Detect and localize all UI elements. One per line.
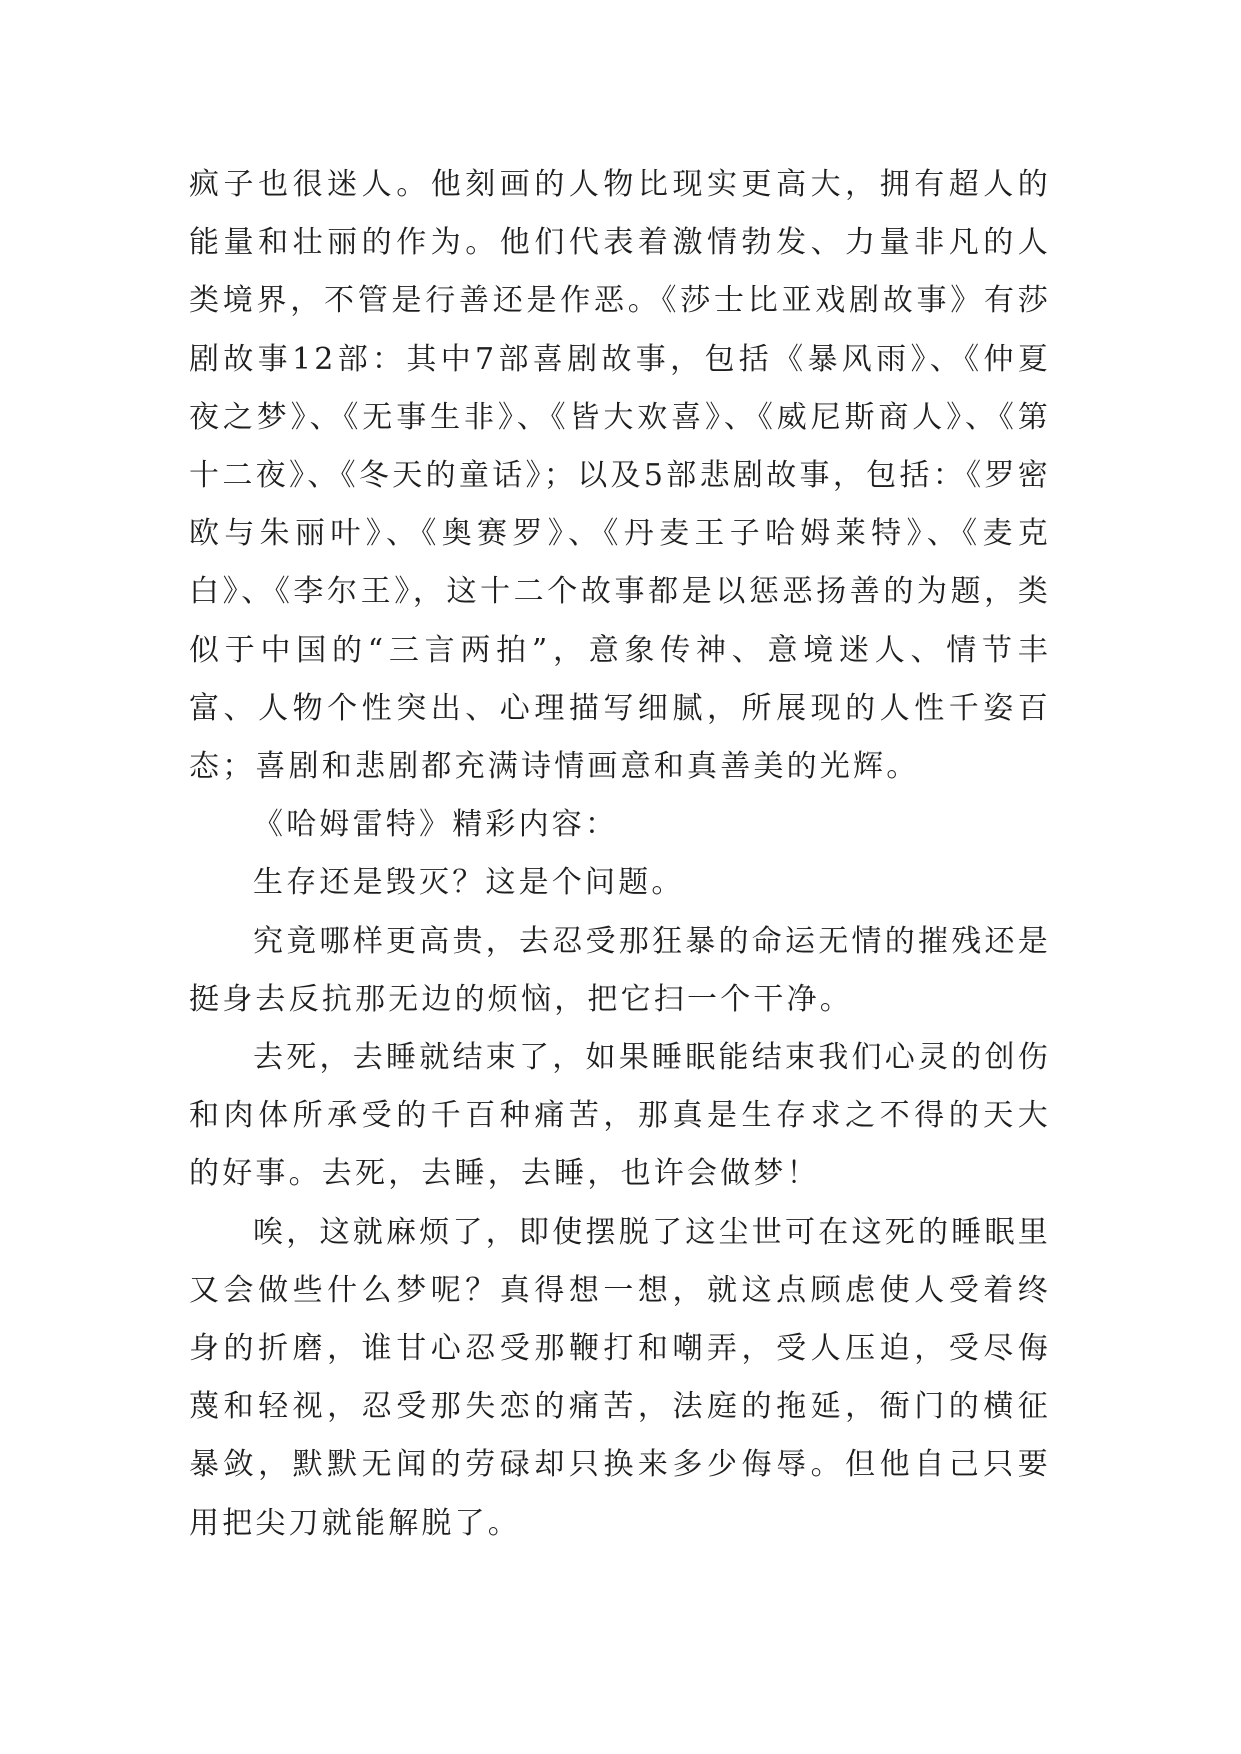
document-page bbox=[189, 156, 1051, 1553]
paragraph-the-rub: 唉，这就麻烦了，即使摆脱了这尘世可在这死的睡眠里又会做些什么梦呢？真得想一想，就这点顾虑使人受着终身的折磨，谁甘心忍受那鞭打和嘲弄，受人压迫，受尽侮蔑和轻视，忍受那失恋的痛苦，法庭的拖延，衙门的横征暴敛，默默无闻的劳碌却只换来多少侮辱。但他自己只要用把尖刀就能解脱了。 bbox=[189, 1214, 1051, 1541]
paragraph-shakespeare-intro: 疯子也很迷人。他刻画的人物比现实更高大，拥有超人的能量和壮丽的作为。他们代表着激情勃发、力量非凡的人类境界，不管是行善还是作恶。《莎士比亚戏剧故事》有莎剧故事12部：其中7部喜剧故事，包括《暴风雨》、《仲夏夜之梦》、《无事生非》、《皆大欢喜》、《威尼斯商人》、《第十二夜》、《冬天的童话》；以及5部悲剧故事，包括：《罗密欧与朱丽叶》、《奥赛罗》、《丹麦王子哈姆莱特》、《麦克白》、《李尔王》，这十二个故事都是以惩恶扬善的为题，类似于中国的“三言两拍”，意象传神、意境迷人、情节丰富、人物个性突出、心理描写细腻，所展现的人性千姿百态；喜剧和悲剧都充满诗情画意和真善美的光辉。 bbox=[189, 167, 1051, 785]
paragraph-nobler: 究竟哪样更高贵，去忍受那狂暴的命运无情的摧残还是挺身去反抗那无边的烦恼，把它扫一个干净。 bbox=[189, 923, 1051, 1017]
paragraph-to-be-or-not: 生存还是毁灭？这是个问题。 bbox=[253, 865, 685, 901]
paragraph-to-die-to-sleep: 去死，去睡就结束了，如果睡眠能结束我们心灵的创伤和肉体所承受的千百种痛苦，那真是生存求之不得的天大的好事。去死，去睡，去睡，也许会做梦！ bbox=[189, 1040, 1051, 1192]
paragraph-hamlet-heading: 《哈姆雷特》精彩内容： bbox=[253, 807, 619, 843]
